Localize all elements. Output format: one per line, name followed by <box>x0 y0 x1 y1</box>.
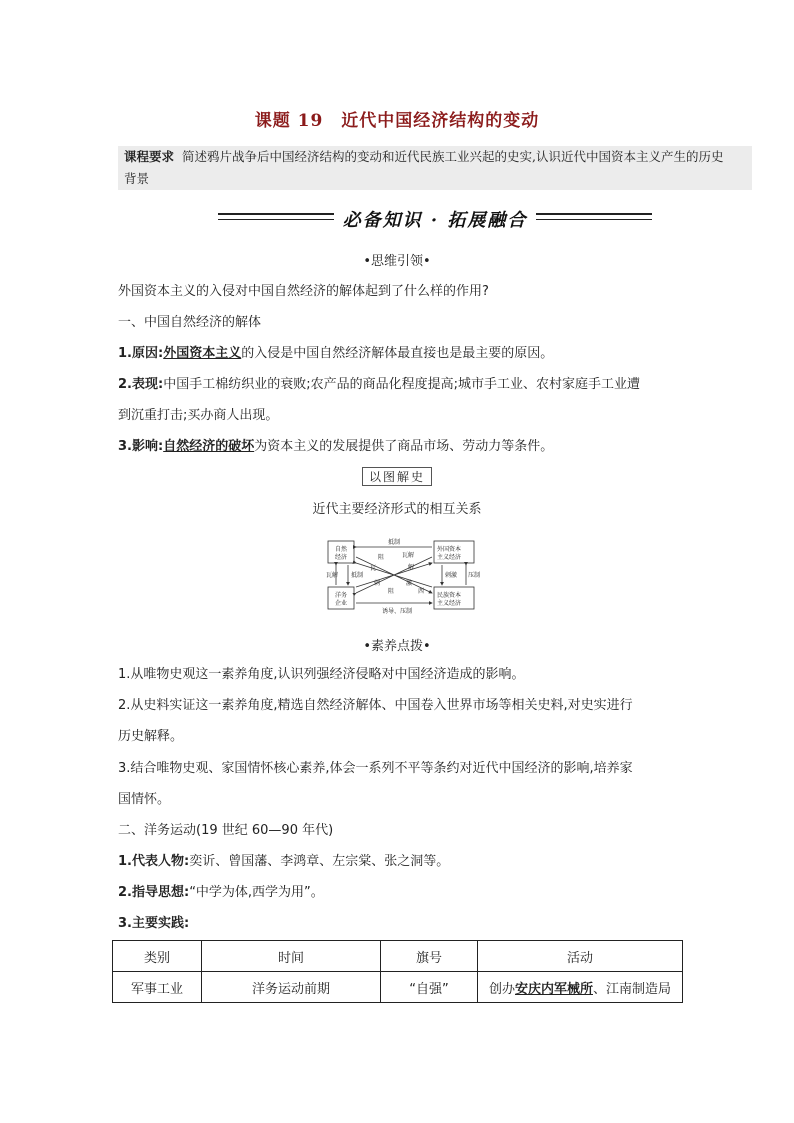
edge-label: 激 <box>406 580 413 587</box>
edge-label: 瓦解 <box>402 552 415 559</box>
table-header: 活动 <box>478 941 683 972</box>
part2-item2 <box>118 883 758 903</box>
page-title: 课题 19 近代中国经济结构的变动 <box>254 111 540 131</box>
banner-text: 必备知识 · 拓展融合 <box>342 210 528 231</box>
table-cell: “自强” <box>381 972 478 1003</box>
figure-label: 以图解史 <box>362 467 432 486</box>
literacy-1: 1.从唯物史观这一素养角度,认识列强经济侵略对中国经济造成的影响。 <box>118 667 525 682</box>
requirement-tag: 课程要求 <box>124 149 175 164</box>
edge-label: 压制 <box>468 572 481 579</box>
literacy-2-cont: 历史解释。 <box>118 729 184 744</box>
part1-item2 <box>118 375 758 395</box>
node-label: 主义经济 <box>437 554 462 561</box>
edge-label: 抵制 <box>388 539 401 546</box>
table-header: 类别 <box>113 941 202 972</box>
edge-label: 阻 <box>388 588 395 595</box>
edge-label: 刺 <box>374 580 381 587</box>
literacy-2: 2.从史料实证这一素养角度,精选自然经济解体、中国卷入世界市场等相关史料,对史实进行 <box>118 698 633 713</box>
table-header: 旗号 <box>381 941 478 972</box>
section-guide: •思维引领• <box>363 254 431 269</box>
figure-label-wrap <box>0 467 794 486</box>
cell-text: 创办 <box>488 981 515 997</box>
item-text: 中国手工棉纺织业的衰败;农产品的商品化程度提高;城市手工业、农村家庭手工业遭 <box>163 377 640 392</box>
edge-label: 刺激 <box>445 572 458 579</box>
edge-label: 解 <box>408 564 415 571</box>
part2-item1 <box>118 852 758 872</box>
node-label: 主义经济 <box>437 600 462 607</box>
literacy-3-cont: 国情怀。 <box>118 792 171 807</box>
item-label: 3.主要实践: <box>118 916 190 931</box>
item-label: 2.表现: <box>118 377 164 392</box>
item-label: 3.影响: <box>118 439 164 454</box>
key-term: 安庆内军械所 <box>514 981 593 997</box>
node-label: 外国资本 <box>437 546 462 553</box>
part2-heading: 二、洋务运动(19 世纪 60—90 年代) <box>118 823 334 838</box>
key-term: 外国资本主义 <box>163 346 242 361</box>
edge-label: 西 <box>418 588 425 595</box>
figure-caption: 近代主要经济形式的相互关系 <box>312 502 482 517</box>
table-cell: 军事工业 <box>113 972 202 1003</box>
item-text: “中学为体,西学为用”。 <box>189 885 324 900</box>
part2-item3 <box>118 914 758 934</box>
economy-relation-diagram <box>326 535 481 615</box>
table-header: 时间 <box>202 941 381 972</box>
edge-label: 阻 <box>378 554 385 561</box>
question: 外国资本主义的入侵对中国自然经济的解体起到了什么样的作用? <box>118 284 489 299</box>
item-text: 为资本主义的发展提供了商品市场、劳动力等条件。 <box>254 439 554 454</box>
course-requirement <box>118 146 752 190</box>
key-term: 自然经济的破坏 <box>163 439 255 454</box>
edge-label: 瓦 <box>370 565 377 572</box>
table-row <box>113 972 683 1003</box>
section-banner <box>118 206 752 236</box>
edge-label: 诱导、压制 <box>382 608 413 615</box>
node-label: 洋务 <box>335 592 348 599</box>
literacy-3: 3.结合唯物史观、家国情怀核心素养,体会一系列不平等条约对近代中国经济的影响,培养家 <box>118 761 633 776</box>
item-text: 的入侵是中国自然经济解体最直接也是最主要的原因。 <box>241 346 554 361</box>
item-label: 2.指导思想: <box>118 885 190 900</box>
part1-item3 <box>118 437 758 457</box>
table-cell <box>478 972 683 1003</box>
part1-item2-cont: 到沉重打击;买办商人出现。 <box>118 408 279 423</box>
requirement-text-cont: 背景 <box>124 171 150 186</box>
section-literacy: •素养点拨• <box>363 639 431 654</box>
requirement-text: 简述鸦片战争后中国经济结构的变动和近代民族工业兴起的史实,认识近代中国资本主义产生的历史 <box>182 149 724 164</box>
item-text: 奕䜣、曾国藩、李鸿章、左宗棠、张之洞等。 <box>189 854 450 869</box>
table-header-row <box>113 941 683 972</box>
edge-label: 抵制 <box>351 572 364 579</box>
edge-label: 瓦解 <box>326 572 339 579</box>
node-label: 企业 <box>335 600 348 607</box>
node-label: 民族资本 <box>437 592 462 599</box>
part1-heading: 一、中国自然经济的解体 <box>118 315 262 330</box>
item-label: 1.原因: <box>118 346 164 361</box>
node-label: 自然 <box>335 546 348 553</box>
node-label: 经济 <box>335 554 348 561</box>
item-label: 1.代表人物: <box>118 854 190 869</box>
practice-table <box>112 940 683 1003</box>
cell-text: 、江南制造局 <box>593 981 672 997</box>
table-cell: 洋务运动前期 <box>202 972 381 1003</box>
part1-item1 <box>118 344 758 364</box>
